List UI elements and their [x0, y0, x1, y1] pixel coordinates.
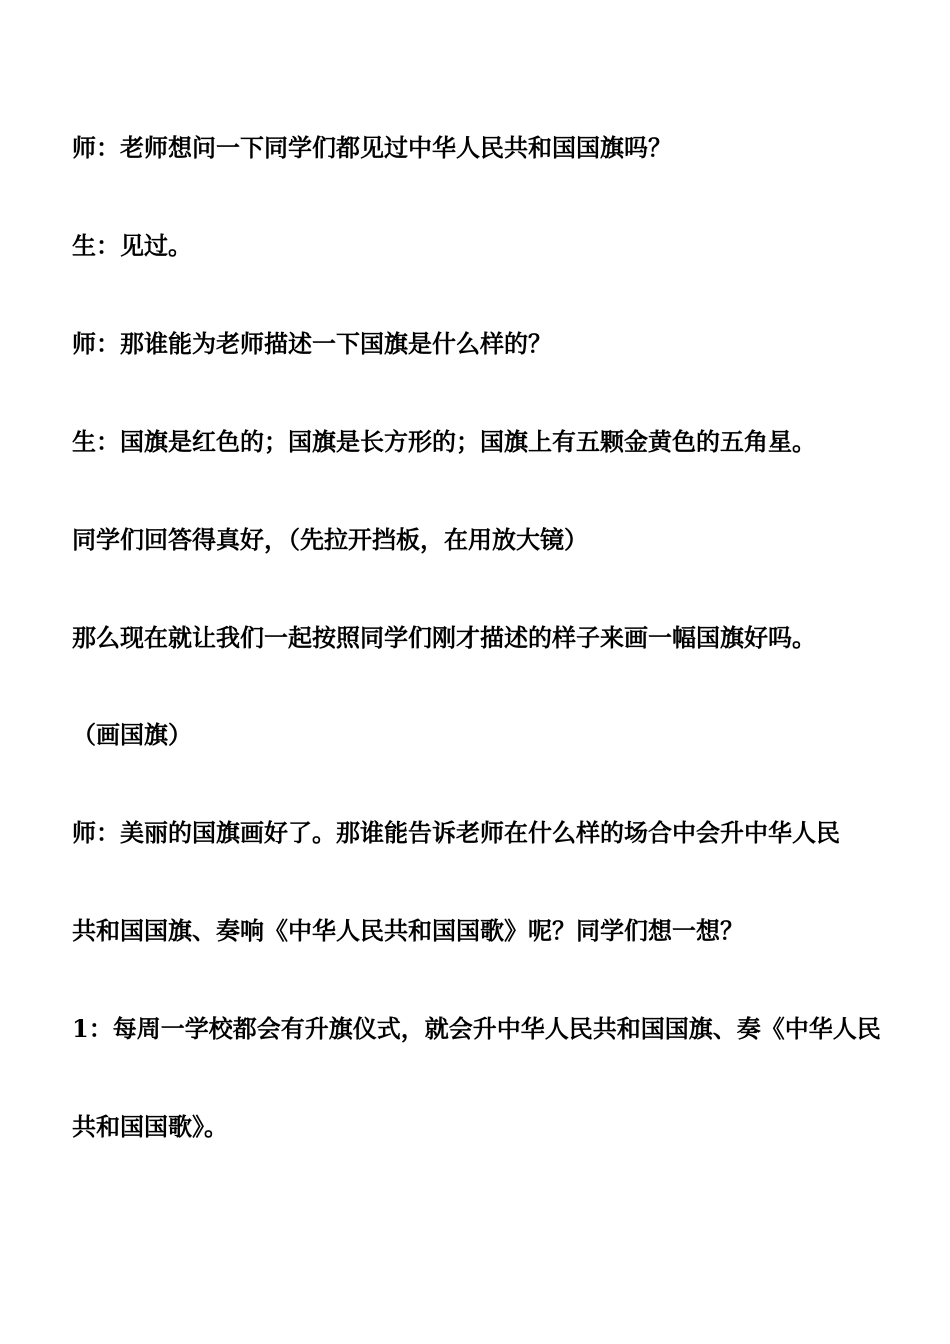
paragraph-stage-direction-draw-flag: （画国旗）: [72, 720, 192, 749]
paragraph-student-description: 生：国旗是红色的；国旗是长方形的；国旗上有五颗金黄色的五角星。: [72, 427, 816, 456]
paragraph-answer-one: 1：每周一学校都会有升旗仪式，就会升中华人民共和国国旗、奏《中华人民: [72, 1014, 881, 1043]
paragraph-student-answer-seen: 生：见过。: [72, 231, 192, 260]
paragraph-draw-invitation: 那么现在就让我们一起按照同学们刚才描述的样子来画一幅国旗好吗。: [72, 623, 816, 652]
paragraph-teacher-question-describe: 师：那谁能为老师描述一下国旗是什么样的？: [72, 329, 552, 358]
paragraph-answer-one-cont: 共和国国歌》。: [72, 1112, 228, 1141]
paragraph-teacher-question-occasion-cont: 共和国国旗、奏响《中华人民共和国国歌》呢？同学们想一想？: [72, 916, 744, 945]
paragraph-teacher-question-flag: 师：老师想问一下同学们都见过中华人民共和国国旗吗？: [72, 133, 672, 162]
paragraph-praise-instruction: 同学们回答得真好，（先拉开挡板，在用放大镜）: [72, 525, 588, 554]
paragraph-teacher-question-occasion: 师：美丽的国旗画好了。那谁能告诉老师在什么样的场合中会升中华人民: [72, 818, 840, 847]
